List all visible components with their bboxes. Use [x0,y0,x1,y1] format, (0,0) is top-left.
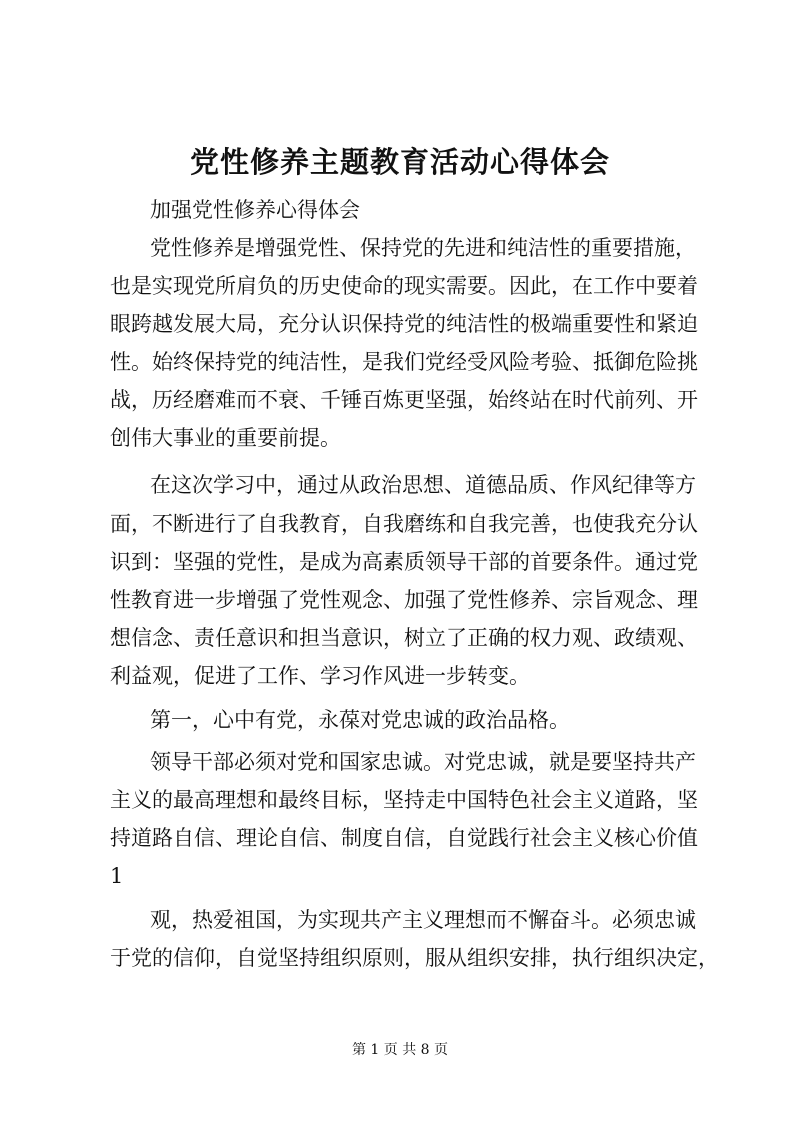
inline-page-number: 1 [110,864,124,888]
paragraph-line: 也是实现党所肩负的历史使命的现实需要。因此，在工作中要着 [110,274,698,298]
document-title: 党性修养主题教育活动心得体会 [189,145,610,179]
document-subtitle: 加强党性修养心得体会 [150,198,360,222]
paragraph-line: 眼跨越发展大局，充分认识保持党的纯洁性的极端重要性和紧迫 [110,312,698,336]
section-heading: 第一，心中有党，永葆对党忠诚的政治品格。 [150,708,570,732]
paragraph-line: 识到：坚强的党性，是成为高素质领导干部的首要条件。通过党 [110,550,698,574]
paragraph-line: 持道路自信、理论自信、制度自信，自觉践行社会主义核心价值 [110,826,698,850]
page-footer: 第 1 页 共 8 页 [351,1042,449,1058]
paragraph-line: 于党的信仰，自觉坚持组织原则，服从组织安排，执行组织决定， [110,946,719,970]
paragraph-line: 性教育进一步增强了党性观念、加强了党性修养、宗旨观念、理 [110,588,698,612]
paragraph-line: 党性修养是增强党性、保持党的先进和纯洁性的重要措施， [150,236,696,260]
paragraph-line: 领导干部必须对党和国家忠诚。对党忠诚，就是要坚持共产 [150,750,696,774]
paragraph-line: 利益观，促进了工作、学习作风进一步转变。 [110,664,530,688]
paragraph-line: 创伟大事业的重要前提。 [110,426,341,450]
paragraph-line: 主义的最高理想和最终目标，坚持走中国特色社会主义道路，坚 [110,788,698,812]
paragraph-line: 观，热爱祖国，为实现共产主义理想而不懈奋斗。必须忠诚 [150,908,696,932]
paragraph-line: 在这次学习中，通过从政治思想、道德品质、作风纪律等方 [150,473,696,497]
paragraph-line: 战，历经磨难而不衰、千锤百炼更坚强，始终站在时代前列、开 [110,388,698,412]
paragraph-line: 性。始终保持党的纯洁性，是我们党经受风险考验、抵御危险挑 [110,350,698,374]
paragraph-line: 面，不断进行了自我教育，自我磨练和自我完善，也使我充分认 [110,512,698,536]
paragraph-line: 想信念、责任意识和担当意识，树立了正确的权力观、政绩观、 [110,626,698,650]
